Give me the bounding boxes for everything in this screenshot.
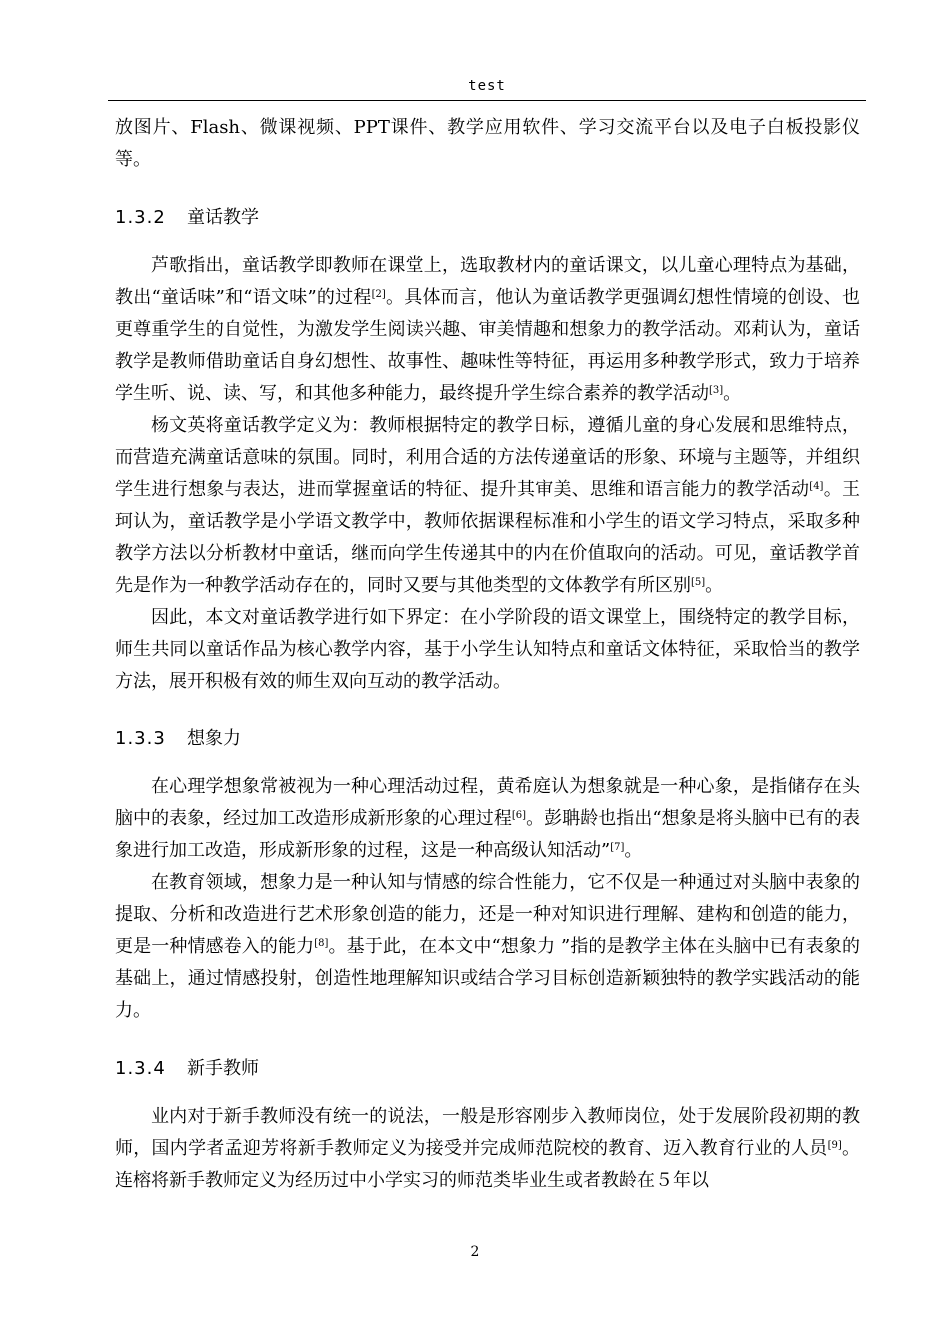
paragraph-text: 。 <box>723 383 742 404</box>
citation-ref: [9] <box>827 1140 842 1151</box>
paragraph: 因此，本文对童话教学进行如下界定：在小学阶段的语文课堂上，围绕特定的教学目标，师生共同以童话作品为核心教学内容，基于小学生认知特点和童话文体特征，采取恰当的教学方法，展开积极有效的师生双向互动的教学活动。 <box>115 607 860 692</box>
paragraph <box>115 1101 860 1197</box>
section-heading-1-3-2 <box>115 202 860 234</box>
section-title: 新手教师 <box>187 1058 259 1079</box>
citation-ref: [8] <box>314 938 329 949</box>
section-number: 1.3.2 <box>115 207 166 228</box>
section-heading-1-3-3 <box>115 723 860 755</box>
document-body <box>115 112 860 1197</box>
paragraph-text: 杨文英将童话教学定义为：教师根据特定的教学日标，遵循儿童的身心发展和思维特点，而营造充满童话意味的氛围。同时，利用合适的方法传递童话的形象、环境与主题等，并组织学生进行想象与表达，进而掌握童话的特征、提升其审美、思维和语言能力的教学活动 <box>115 415 860 500</box>
section-number: 1.3.3 <box>115 728 166 749</box>
section-title: 想象力 <box>187 728 241 749</box>
paragraph-text: 。 <box>705 575 724 596</box>
paragraph-text: 。彭聃龄也指出“想象是将头脑中已有的表象进行加工改造，形成新形象的过程，这是一种高级认知活动” <box>115 808 861 861</box>
citation-ref: [6] <box>511 810 527 821</box>
header-divider <box>108 100 866 101</box>
paragraph <box>115 771 860 867</box>
paragraph-text: 业内对于新手教师没有统一的说法，一般是形容刚步入教师岗位，处于发展阶段初期的教师，国内学者孟迎芳将新手教师定义为接受并完成师范院校的教育、迈入教育行业的人员 <box>115 1106 860 1159</box>
paragraph <box>115 410 860 602</box>
paragraph-text: 。具体而言，他认为童话教学更强调幻想性情境的创设、也更尊重学生的自觉性，为激发学生阅读兴趣、审美情趣和想象力的教学活动。邓莉认为，童话教学是教师借助童话自身幻想性、故事性、趣味性等特征，再运用多种教学形式，致力于培养学生听、说、读、写，和其他多种能力，最终提升学生综合素养的教学活动 <box>115 287 860 404</box>
citation-ref: [5] <box>691 577 706 588</box>
citation-ref: [4] <box>809 481 824 492</box>
section-heading-1-3-4 <box>115 1053 860 1085</box>
citation-ref: [2] <box>371 289 386 300</box>
page-header: test <box>468 78 506 94</box>
paragraph-text: 。王珂认为，童话教学是小学语文教学中，教师依据课程标准和小学生的语文学习特点，采取多种教学方法以分析教材中童话，继而向学生传递其中的内在价值取向的活动。可见，童话教学首先是作为一种教学活动存在的，同时又要与其他类型的文体教学有所区别 <box>115 479 861 596</box>
citation-ref: [7] <box>610 842 625 853</box>
paragraph-text: 。基于此，在本文中“想象力 ”指的是教学主体在头脑中已有表象的基础上，通过情感投射，创造性地理解知识或结合学习目标创造新颖独特的教学实践活动的能力。 <box>115 936 861 1021</box>
paragraph-text: 在教育领域，想象力是一种认知与情感的综合性能力，它不仅是一种通过对头脑中表象的提取、分析和改造进行艺术形象创造的能力，还是一种对知识进行理解、建构和创造的能力，更是一种情感卷入的能力 <box>115 872 860 957</box>
section-title: 童话教学 <box>187 207 259 228</box>
paragraph-text: 。连榕将新手教师定义为经历过中小学实习的师范类毕业生或者教龄在５年以 <box>115 1138 861 1191</box>
paragraph <box>115 867 860 1027</box>
citation-ref: [3] <box>709 385 724 396</box>
section-number: 1.3.4 <box>115 1058 166 1079</box>
page-number: 2 <box>470 1244 480 1260</box>
paragraph-text: 芦歌指出，童话教学即教师在课堂上，选取教材内的童话课文，以儿童心理特点为基础，教出“童话味”和“语文味”的过程 <box>115 255 860 308</box>
paragraph <box>115 250 860 410</box>
paragraph-text: 。 <box>624 840 643 861</box>
paragraph-continuation: 放图片、Flash、微课视频、PPT课件、教学应用软件、学习交流平台以及电子白板投影仪等。 <box>115 117 860 170</box>
paragraph-text: 在心理学想象常被视为一种心理活动过程，黄希庭认为想象就是一种心象，是指储存在头脑中的表象，经过加工改造形成新形象的心理过程 <box>115 776 860 829</box>
